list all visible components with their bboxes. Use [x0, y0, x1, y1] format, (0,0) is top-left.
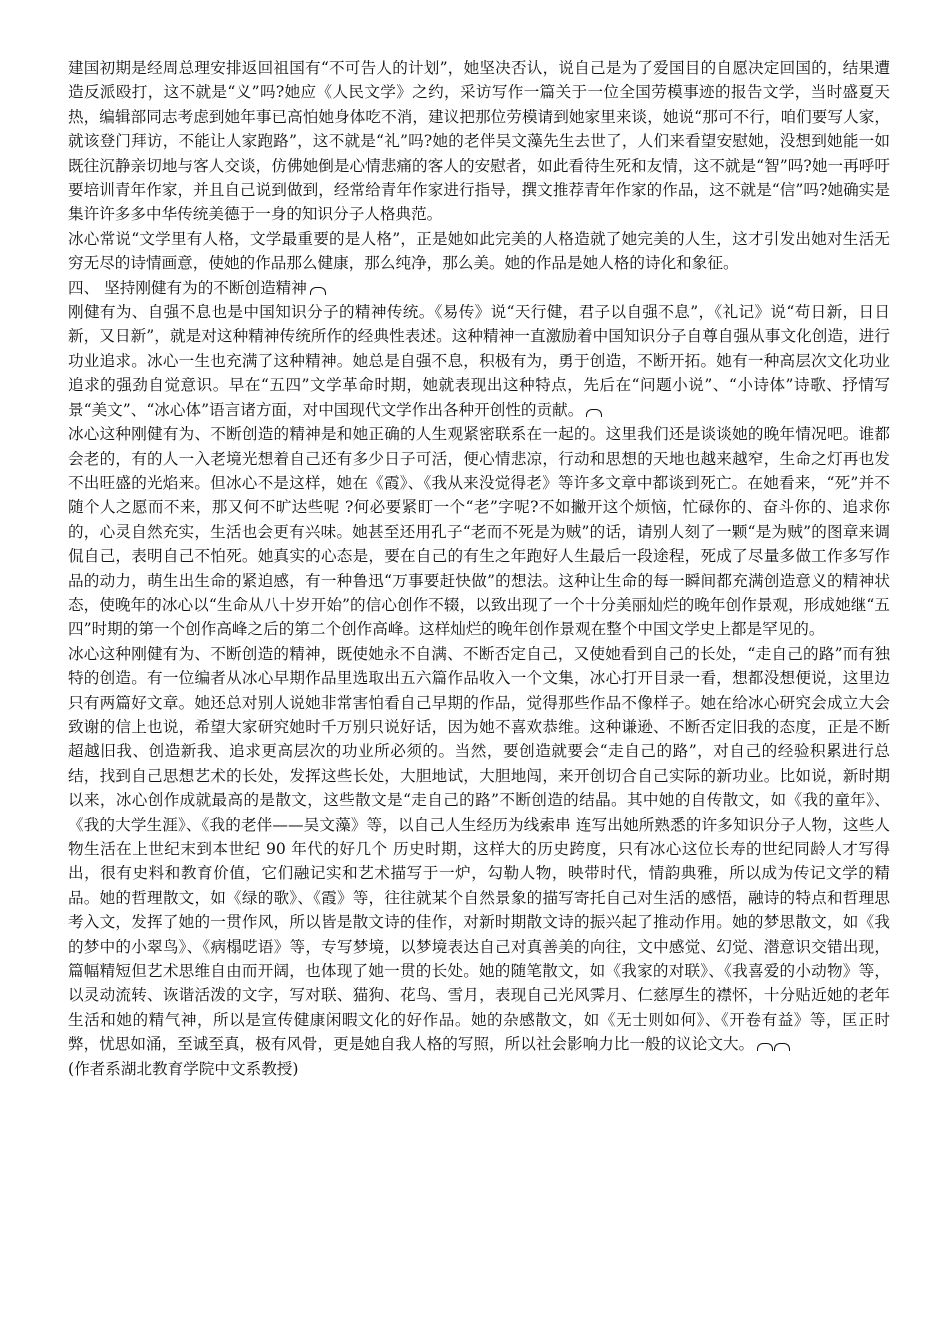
article-page [68, 56, 890, 1081]
return-mark-icon [586, 409, 602, 417]
section-heading-text: 四、 坚持刚健有为的不断创造精神 [68, 278, 307, 297]
paragraph-5 [68, 642, 890, 1057]
paragraph-4: 冰心这种刚健有为、不断创造的精神是和她正确的人生观紧密联系在一起的。这里我们还是谈谈她的晚年情况吧。谁都会老的，有的人一入老境光想着自己还有多少日子可活，便心情悲凉，行动和思想的天地也越来越窄，生命之灯再也发不出旺盛的光焰来。但冰心不是这样，她在《霞》、《我从来没觉得老》等许多文章中都谈到死亡。在她看来，“死”并不随个人之愿而不来，那又何不旷达些呢 ?何必要紧盯一个“老”字呢?不如撇开这个烦恼，忙碌你的、奋斗你的、追求你的，心灵自然充实，生活也会更有兴味。她甚至还用孔子“老而不死是为贼”的话，请别人刻了一颗“是为贼”的图章来调侃自己，表明自己不怕死。她真实的心态是，要在自己的有生之年跑好人生最后一段途程，死成了尽量多做工作多写作品的动力，萌生出生命的紧迫感，有一种鲁迅“万事要赶快做”的想法。这种让生命的每一瞬间都充满创造意义的精神状态，使晚年的冰心以“生命从八十岁开始”的信心创作不辍，以致出现了一个十分美丽灿烂的晚年创作景观，形成她继“五四”时期的第一个创作高峰之后的第二个创作高峰。这样灿烂的晚年创作景观在整个中国文学史上都是罕见的。 [68, 425, 890, 639]
return-mark-icon [310, 287, 326, 295]
paragraph-3 [68, 300, 890, 422]
author-note: (作者系湖北教育学院中文系教授) [68, 1059, 299, 1078]
paragraph-2: 冰心常说“文学里有人格，文学最重要的是人格”，正是她如此完美的人格造就了她完美的人生，这才引发出她对生活无穷无尽的诗情画意，使她的作品那么健康，那么纯净，那么美。她的作品是她人格的诗化和象征。 [68, 229, 890, 273]
paragraph-3-text: 刚健有为、自强不息也是中国知识分子的精神传统。《易传》说“天行健，君子以自强不息”，《礼记》说“苟日新，日日新，又日新”，就是对这种精神传统所作的经典性表述。这种精神一直激励着中国知识分子自尊自强从事文化创造，进行功业追求。冰心一生也充满了这种精神。她总是自强不息，积极有为，勇于创造，不断开拓。她有一种高层次文化功业追求的强劲自觉意识。早在“五四”文学革命时期，她就表现出这种特点，先后在“问题小说”、“小诗体”诗歌、抒情写景“美文”、“冰心体”语言诸方面，对中国现代文学作出各种开创性的贡献。 [68, 303, 890, 419]
return-mark-icon [774, 1043, 790, 1051]
return-mark-icon [757, 1043, 773, 1051]
paragraph-1: 建国初期是经周总理安排返回祖国有“不可告人的计划”，她坚决否认，说自己是为了爱国目的自愿决定回国的，结果遭造反派殴打，这不就是“义”吗?她应《人民文学》之约，采访写作一篇关于一位全国劳模事迹的报告文学，当时盛夏天热，编辑部同志考虑到她年事已高怕她身体吃不消，建议把那位劳模请到她家里来谈，她说“那可不行，咱们要写人家，就该登门拜访，不能让人家跑路”，这不就是“礼”吗?她的老伴吴文藻先生去世了，人们来看望安慰她，没想到她能一如既往沉静亲切地与客人交谈，仿佛她倒是心情悲痛的客人的安慰者，如此看待生死和友情，这不就是“智”吗?她一再呼吁要培训青年作家，并且自己说到做到，经常给青年作家进行指导，撰文推荐青年作家的作品，这不就是“信”吗?她确实是集许许多多中华传统美德于一身的知识分子人格典范。 [68, 59, 890, 224]
section-heading [68, 276, 890, 300]
paragraph-5-text: 冰心这种刚健有为、不断创造的精神，既使她永不自满、不断否定自己，又使她看到自己的长处，“走自己的路”而有独特的创造。有一位编者从冰心早期作品里选取出五六篇作品收入一个文集，冰心打开目录一看，想都没想便说，这里边只有两篇好文章。她还总对别人说她非常害怕看自己早期的作品，觉得那些作品不像样子。她在给冰心研究会成立大会致谢的信上也说，希望大家研究她时千万别只说好话，因为她不喜欢恭维。这种谦逊、不断否定旧我的态度，正是不断超越旧我、创造新我、追求更高层次的功业所必须的。当然，要创造就要会“走自己的路”，对自己的经验积累进行总结，找到自己思想艺术的长处，发挥这些长处，大胆地试，大胆地闯，来开创切合自己实际的新功业。比如说，新时期以来，冰心创作成就最高的是散文，这些散文是“走自己的路”不断创造的结晶。其中她的自传散文，如《我的童年》、《我的大学生涯》、《我的老伴——吴文藻》等，以自己人生经历为线索串 连写出她所熟悉的许多知识分子人物，这些人物生活在上世纪末到本世纪 90 年代的好几个 历史时期，这样大的历史跨度，只有冰心这位长寿的世纪同龄人才写得出，很有史料和教育价值，它们融记实和艺术描写于一炉，勾勒人物，映带时代，情韵典雅，所以成为传记文学的精品。她的哲理散文，如《绿的歌》、《霞》等，往往就某个自然景象的描写寄托自己对生活的感悟，融诗的特点和哲理思考入文，发挥了她的一贯作风，所以皆是散文诗的佳作，对新时期散文诗的振兴起了推动作用。她的梦思散文，如《我的梦中的小翠鸟》、《病榻呓语》等，专写梦境，以梦境表达自己对真善美的向往，文中感觉、幻觉、潜意识交错出现，篇幅精短但艺术思维自由而开阔，也体现了她一贯的长处。她的随笔散文，如《我家的对联》、《我喜爱的小动物》等，以灵动流转、诙谐活泼的文字，写对联、猫狗、花鸟、雪月，表现自己光风霁月、仁慈厚生的襟怀，十分贴近她的老年生活和她的精气神，所以是宣传健康闲暇文化的好作品。她的杂感散文，如《无士则如何》、《开卷有益》等，匡正时弊，忧思如涌，至诚至真，极有风骨，更是她自我人格的写照，所以社会影响力比一般的议论文大。 [68, 644, 890, 1054]
